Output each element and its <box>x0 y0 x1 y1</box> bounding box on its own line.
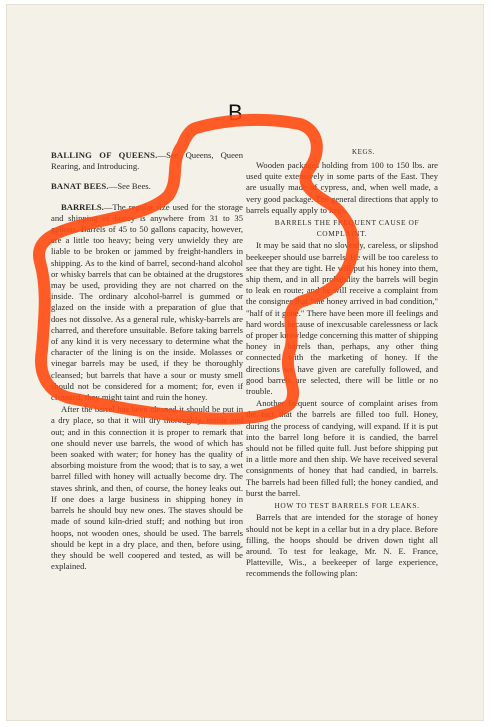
paragraph: Another frequent source of complaint arises from the fact that the barrels are filled too full. Honey, during the process of candying, will expand. If it is put into the barrel long before it is candied, the barrel should not be filled quite full. Just before shipping put in a little more and then ship. We have received several consignments of honey that had candied, in barrels. The barrels had been filled full; the honey candied, and burst the barrel. <box>246 398 438 498</box>
paragraph: It may be said that no slovenly, careless, or slipshod beekeeper should use barrels. He will be too careless to see that they are tight. He will put his honey into them, ship them, and in all probability the barrels will begin to leak en route; and he will receive a complaint from the consignee that "the honey arrived in bad condition," "half of it gone." There have been more ill feelings and hard words because of inexcusable carelessness or lack of proper knowledge concerning this matter of shipping honey in barrels than, perhaps, any other thing connected with the marketing of honey. If the directions we have given are carefully followed, and good barrels are selected, there will be little or no trouble. <box>246 240 438 397</box>
entry-banat <box>51 181 243 192</box>
entry-term: BALLING OF QUEENS. <box>51 150 158 160</box>
running-head: KEGS. <box>352 148 376 156</box>
entry-term: BARRELS. <box>61 201 104 212</box>
paragraph: BARRELS.—The regular size used for the storage and shipping of honey is anywhere from 31 to 35 gallons. Barrels of 45 to 50 gallons capacity, however, are a little too heavy; being very unwieldy they are liable to be broken or jammed by freight-handlers in shipping. As to the kind of barrel, second-hand alcohol or whisky barrels that can be obtained at the drugstores may be used, providing they are not charred on the inside. The ordinary alcohol-barrel is gummed or glazed on the inside with a preparation of glue that does not dissolve. As a general rule, whisky-barrels are charred, and therefore unsuitable. Before taking barrels of any kind it is very necessary to determine what the character of the lining is on the inside. Molasses or vinegar barrels may be used, if they be thoroughly cleansed; but barrels that have a sour or musty smell should not be considered for a moment; for, even if cleansed, they might taint and ruin the honey. <box>51 201 243 403</box>
entry-text: —See Queens, Queen Rearing, and Introducing. <box>51 150 244 172</box>
paragraph: Barrels that are intended for the storage of honey should not be kept in a cellar but in a dry place. Before filling, the hoops should be driven down tight all around. To test for leakage, Mr. N. E. France, Platteville, Wis., a beekeeper of large experience, recommends the following plan: <box>246 512 438 579</box>
entry-term: BANAT BEES. <box>51 181 109 192</box>
section-heading: HOW TO TEST BARRELS FOR LEAKS. <box>274 501 420 511</box>
entry-balling <box>51 150 243 172</box>
right-column <box>246 150 438 580</box>
left-column <box>51 150 243 572</box>
section-letter: B <box>228 100 243 125</box>
paragraph: After the barrel has been cleaned it should be put in a dry place, so that it will dry thoroughly, inside and out; and in this connection it is proper to remark that one should never use barrels, the wood of which has been soaked with water; for honey has the quality of absorbing moisture from the wood; that is to say, a wet barrel filled with honey will actually become dry. The staves shrink, and then, of course, the honey leaks out. If one does a large business in shipping honey in barrels he should buy new ones. The staves should be made of sound kiln-dried stuff; and nothing but iron hoops, not wooden ones, should be used. The barrels should be kept in a dry place, and then, before using, they should be well coopered and tested, as will be explained. <box>51 404 243 572</box>
entry-text: —See Bees. <box>108 181 151 192</box>
paragraph: Wooden packages holding from 100 to 150 lbs. are used quite extensively in some parts of the East. They are usually made of cypress, and, when well made, a very good package. The general directions that apply to barrels equally apply to kegs. <box>246 160 438 215</box>
section-heading: BARRELS THE FREQUENT CAUSE OF COMPLAINT. <box>274 218 420 239</box>
